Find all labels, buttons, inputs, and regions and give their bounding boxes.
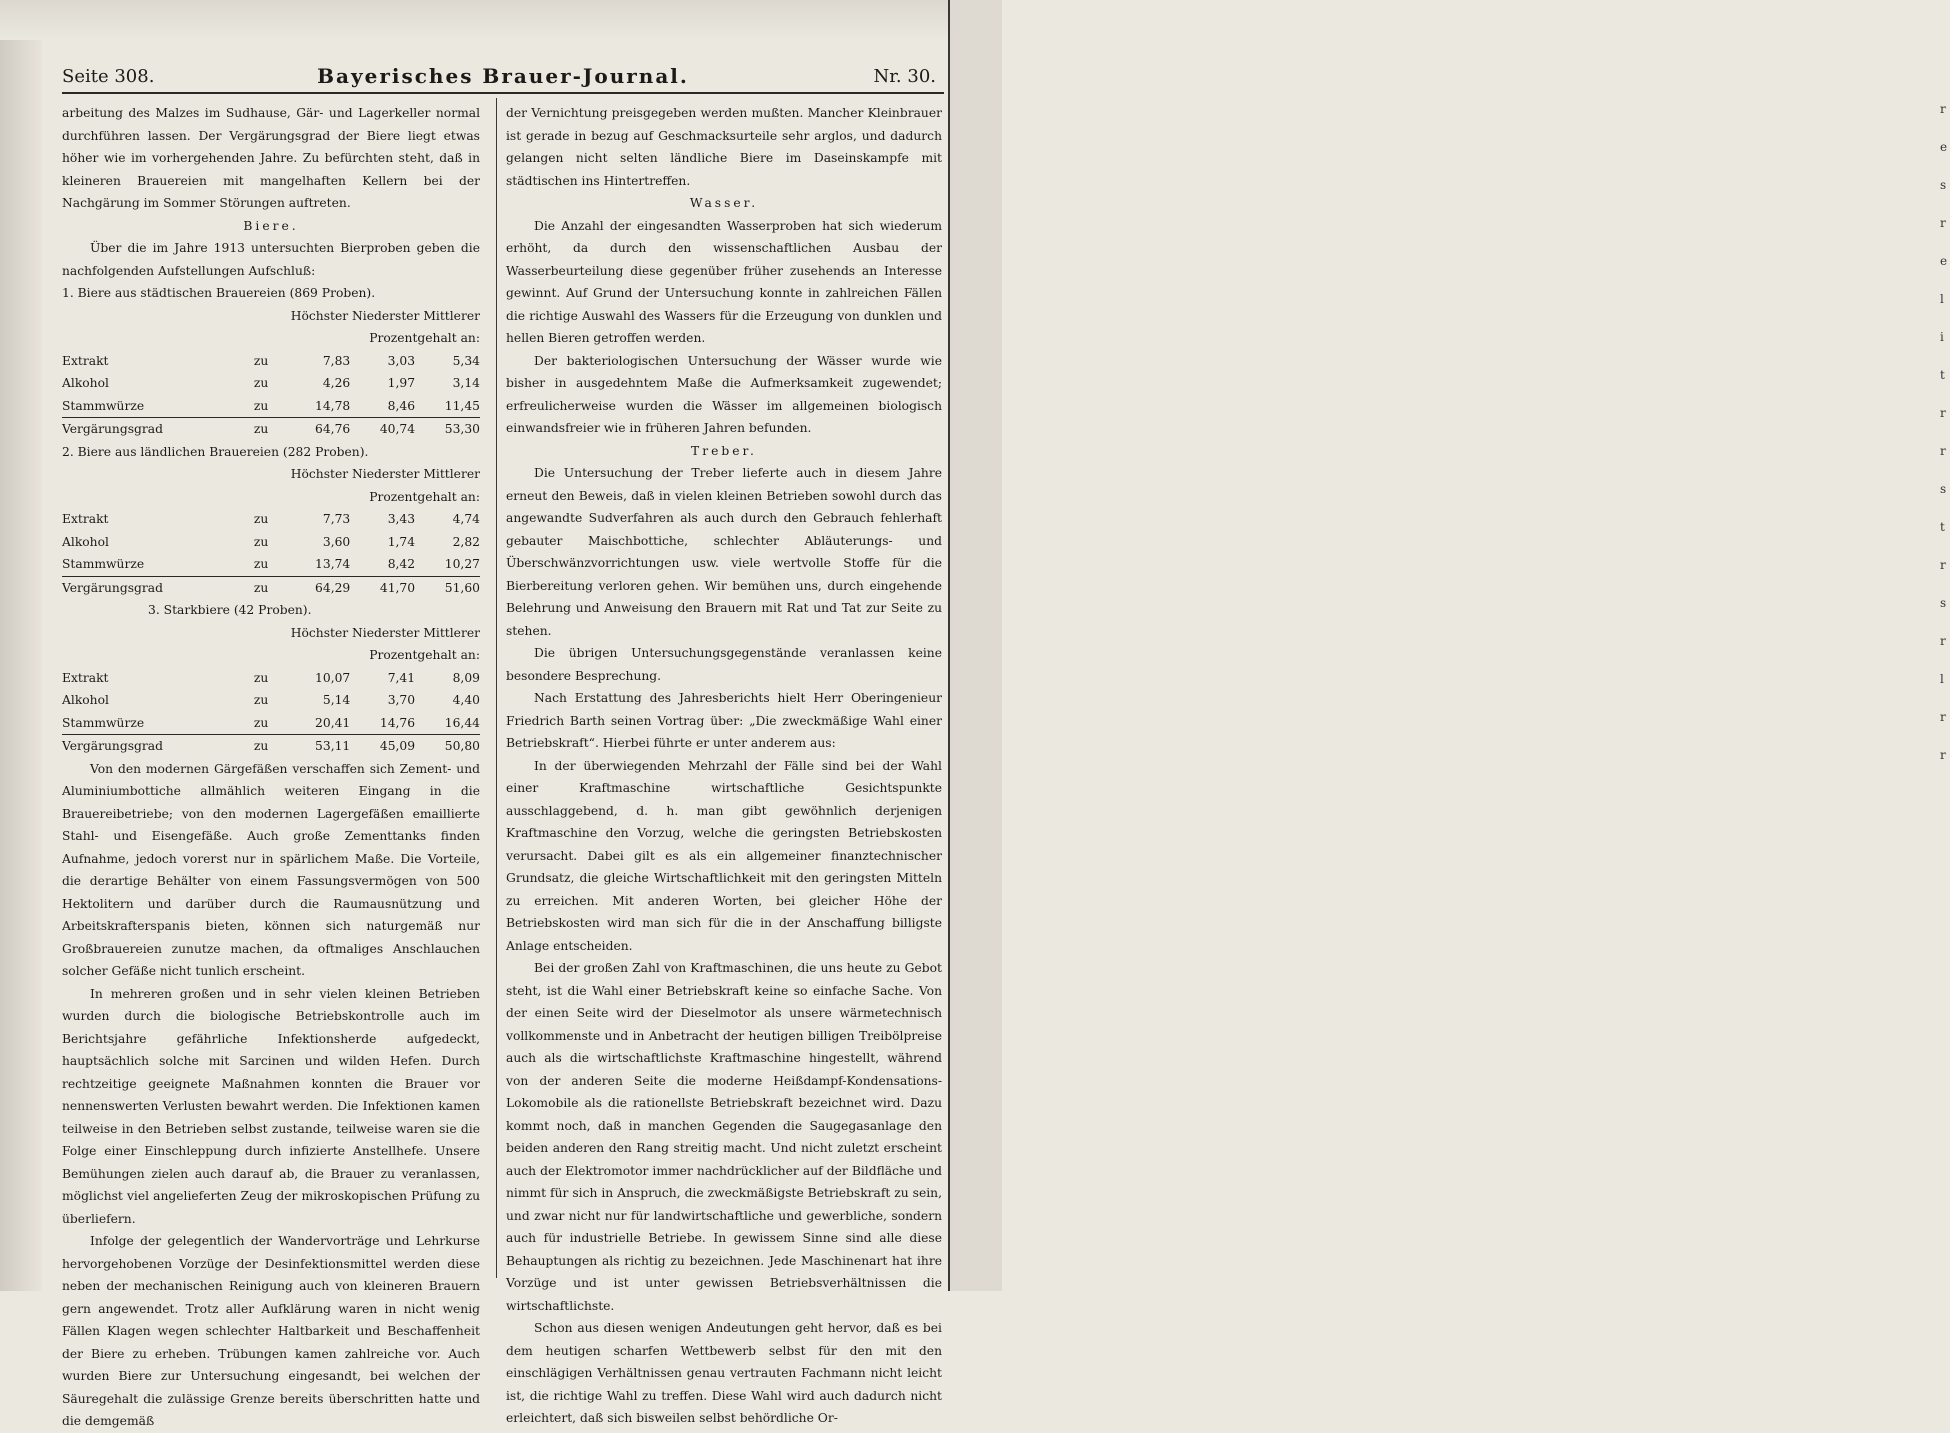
table-row: Alkohol zu 4,26 1,97 3,14: [62, 376, 480, 390]
paragraph: Die übrigen Untersuchungsgegenstände veranlassen keine besondere Besprechung.: [506, 646, 942, 683]
table-title: 3. Starkbiere (42 Proben).: [148, 603, 312, 617]
table-row: Alkohol zu 5,14 3,70 4,40: [62, 693, 480, 707]
beer-table-3: [62, 599, 480, 758]
table-subheader: Prozentgehalt an:: [369, 331, 480, 345]
paragraph: In mehreren großen und in sehr vielen kleinen Betrieben wurden durch die biologische Betriebskontrolle auch im Berichtsjahre gefährliche Infektionsherde aufgedeckt, hauptsächlich solche mit Sarcinen und wilden Hefen. Durch rechtzeitige geeignete Maßnahmen konnten die Brauer vor nennenswerten Verlusten bewahrt werden. Die Infektionen kamen teilweise in den Betrieben selbst zustande, teilweise waren sie die Folge einer Einschleppung durch infizierte Anstellhefe. Unsere Bemühungen zielen auch darauf ab, die Brauer zu veranlassen, möglichst viel angelieferten Zeug der mikroskopischen Prüfung zu überliefern.: [62, 986, 480, 1226]
journal-page: [62, 58, 944, 1428]
table-row: Extrakt zu 7,83 3,03 5,34: [62, 353, 480, 368]
paragraph: Der bakteriologischen Untersuchung der Wässer wurde wie bisher in ausgedehntem Maße die Aufmerksamkeit zugewendet; erfreulicherweise wurden die Wässer im allgemeinen biologisch einwandsfreier wie in früheren Jahren befunden.: [506, 353, 942, 435]
facing-page-edge: [948, 0, 1948, 1291]
paragraph: In der überwiegenden Mehrzahl der Fälle sind bei der Wahl einer Kraftmaschine wirtschaftliche Gesichtspunkte ausschlaggebend, d. h. man gibt gewöhnlich derjenigen Kraftmaschine den Vorzug, welche die geringsten Betriebskosten verursacht. Dabei gilt es als ein allgemeiner finanztechnischer Grundsatz, die gleiche Wirtschaftlichkeit mit den geringsten Mitteln zu erreichen. Mit anderen Worten, bei gleicher Höhe der Betriebskosten wird man sich für die in der Anschaffung billigste Anlage entscheiden.: [506, 758, 942, 953]
table-row: Vergärungsgrad zu 53,11 45,09 50,80: [62, 739, 480, 753]
table-row: Vergärungsgrad zu 64,76 40,74 53,30: [62, 422, 480, 436]
scan-margin-top: [0, 0, 1000, 40]
table-row: Vergärungsgrad zu 64,29 41,70 51,60: [62, 580, 480, 595]
paragraph: Von den modernen Gärgefäßen verschaffen sich Zement- und Aluminiumbottiche allmählich weiteren Eingang in die Brauereibetriebe; von den modernen Lagergefäßen emaillierte Stahl- und Eisengefäße. Auch große Zementtanks finden Aufnahme, jedoch vorerst nur in spärlichem Maße. Die Vorteile, die derartige Behälter von einem Fassungsvermögen von 500 Hektolitern und darüber durch die Raumausnützung und Arbeitskrafterspanis bieten, können sich naturgemäß nur Großbrauereien zunutze machen, da oftmaliges Anschlauchen solcher Gefäße nicht tunlich erscheint.: [62, 761, 480, 978]
table-row: Extrakt zu 10,07 7,41 8,09: [62, 670, 480, 685]
paragraph: Über die im Jahre 1913 untersuchten Bierproben geben die nachfolgenden Aufstellungen Aufschluß:: [62, 241, 480, 278]
paragraph: Infolge der gelegentlich der Wandervorträge und Lehrkurse hervorgehobenen Vorzüge der Desinfektionsmittel werden diese neben der mechanischen Reinigung auch von kleineren Brauern gern angewendet. Trotz aller Aufklärung waren in nicht wenig Fällen Klagen wegen schlechter Haltbarkeit und Beschaffenheit der Biere zu erheben. Trübungen kamen zahlreiche vor. Auch wurden Biere zur Untersuchung eingesandt, bei welchen der Säuregehalt die zulässige Grenze bereits überschritten hatte und die demgemäß: [62, 1234, 480, 1428]
table-row: Extrakt zu 7,73 3,43 4,74: [62, 512, 480, 526]
page-number: Seite 308.: [62, 66, 155, 87]
paragraph: Schon aus diesen wenigen Andeutungen geht hervor, daß es bei dem heutigen scharfen Wettbewerb selbst für den mit den einschlägigen Verhältnissen genau vertrauten Fachmann nicht leicht ist, die richtige Wahl zu treffen. Diese Wahl wird auch dadurch nicht erleichtert, daß sich bisweilen selbst behördliche Or-: [506, 1321, 942, 1425]
table-column-headers: Höchster Niederster Mittlerer: [290, 467, 480, 481]
issue-number: Nr. 30.: [873, 66, 936, 87]
paragraph: Bei der großen Zahl von Kraftmaschinen, die uns heute zu Gebot steht, ist die Wahl einer Betriebskraft keine so einfache Sache. Von der einen Seite wird der Dieselmotor als unsere wärmetechnisch vollkommenste und in Anbetracht der heutigen billigen Treibölpreise auch als die wirtschaftlichste Kraftmaschine hingestellt, während von der anderen Seite die moderne Heißdampf-Kondensations-Lokomobile als die rationellste Betriebskraft bezeichnet wird. Dazu kommt noch, daß in manchen Gegenden die Saugegasanlage den beiden anderen den Rang streitig macht. Und nicht zuletzt erscheint auch der Elektromotor immer nachdrücklicher auf der Bildfläche und nimmt für sich in Anspruch, die zweckmäßigste Betriebskraft zu sein, und zwar nicht nur für landwirtschaftliche und gewerbliche, sondern auch für industrielle Betriebe. In gewissem Sinne sind alle diese Behauptungen als richtig zu bezeichnen. Jede Maschinenart hat ihre Vorzüge und ist unter gewissen Betriebsverhältnissen die wirtschaftlichste.: [506, 961, 942, 1313]
table-column-headers: Höchster Niederster Mittlerer: [290, 625, 480, 640]
table-row: Stammwürze zu 14,78 8,46 11,45: [62, 395, 480, 418]
journal-title: Bayerisches Brauer-Journal.: [317, 64, 689, 88]
paragraph: der Vernichtung preisgegeben werden mußten. Mancher Kleinbrauer ist gerade in bezug auf Geschmacksurteile sehr arglos, und dadurch gelangen nicht selten ländliche Biere im Daseinskampfe mit städtischen ins Hintertreffen.: [506, 106, 942, 188]
beer-table-2: [62, 441, 480, 600]
section-heading-treber: Treber.: [691, 443, 757, 458]
running-header: [62, 58, 944, 94]
beer-table-1: [62, 282, 480, 441]
facing-page-glyphs: r e s r e l i t r r s t r s r l r r: [1940, 102, 1948, 762]
column-divider: [496, 98, 497, 1278]
table-subheader: Prozentgehalt an:: [369, 648, 480, 662]
table-row: Stammwürze zu 20,41 14,76 16,44: [62, 712, 480, 735]
table-row: Alkohol zu 3,60 1,74 2,82: [62, 534, 480, 549]
left-column: [62, 102, 480, 1433]
right-column: [506, 102, 942, 1430]
table-subheader: Prozentgehalt an:: [369, 489, 480, 504]
table-row: Stammwürze zu 13,74 8,42 10,27: [62, 553, 480, 576]
table-column-headers: Höchster Niederster Mittlerer: [290, 308, 480, 323]
scan-margin-left: [0, 0, 42, 1291]
paragraph: arbeitung des Malzes im Sudhause, Gär- und Lagerkeller normal durchführen lassen. Der Vergärungsgrad der Biere liegt etwas höher wie im vorhergehenden Jahre. Zu befürchten steht, daß in kleineren Brauereien mit mangelhaften Kellern bei der Nachgärung im Sommer Störungen auftreten.: [62, 106, 480, 210]
section-heading-biere: Biere.: [243, 218, 299, 233]
table-title: 1. Biere aus städtischen Brauereien (869 Proben).: [62, 286, 376, 300]
paragraph: Die Untersuchung der Treber lieferte auch in diesem Jahre erneut den Beweis, daß in vielen kleinen Betrieben sowohl durch das angewandte Sudverfahren als auch durch den Gebrauch fehlerhaft gebauter Maischbottiche, schlechter Abläuterungs- und Überschwänzvorrichtungen usw. viele wertvolle Stoffe für die Bierbereitung verloren gehen. Wir bemühen uns, durch eingehende Belehrung und Anweisung den Brauern mit Rat und Tat zur Seite zu stehen.: [506, 466, 942, 638]
paragraph: Die Anzahl der eingesandten Wasserproben hat sich wiederum erhöht, da durch den wissenschaftlichen Ausbau der Wasserbeurteilung diese gegenüber früher zusehends an Interesse gewinnt. Auf Grund der Untersuchung konnte in zahlreichen Fällen die richtige Auswahl des Wassers für die Erzeugung von dunklen und hellen Bieren getroffen werden.: [506, 218, 942, 345]
table-title: 2. Biere aus ländlichen Brauereien (282 Proben).: [62, 444, 369, 459]
paragraph: Nach Erstattung des Jahresberichts hielt Herr Oberingenieur Friedrich Barth seinen Vortrag über: „Die zweckmäßige Wahl einer Betriebskraft“. Hierbei führte er unter anderem aus:: [506, 691, 942, 750]
section-heading-wasser: Wasser.: [689, 196, 759, 210]
